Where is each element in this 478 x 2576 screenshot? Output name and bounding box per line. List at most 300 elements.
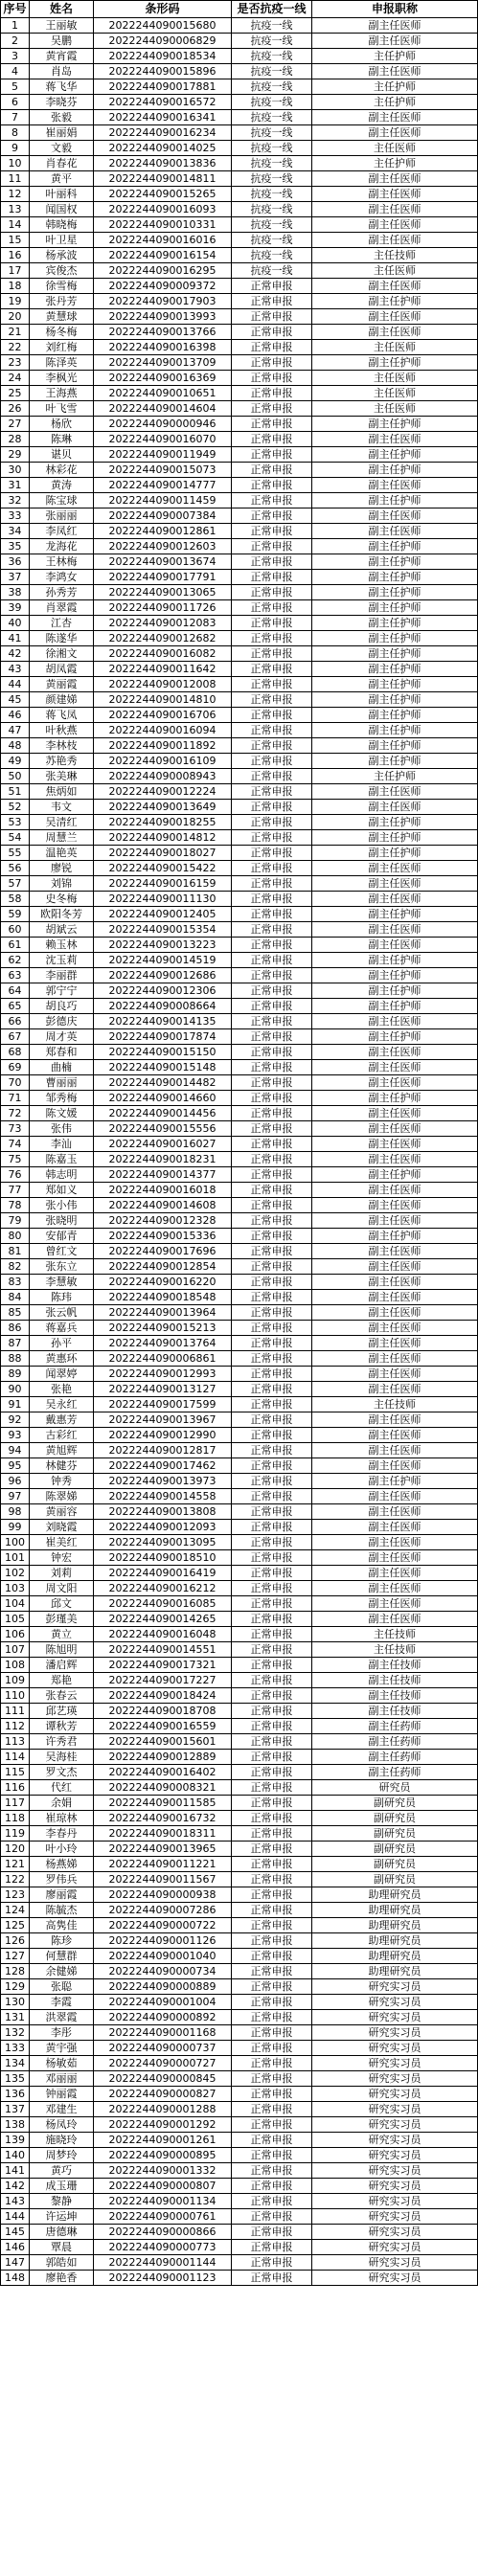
row-title: 副主任医师	[312, 1367, 478, 1382]
row-frontline: 正常申报	[232, 1734, 312, 1750]
row-frontline: 正常申报	[232, 907, 312, 922]
row-frontline: 正常申报	[232, 1903, 312, 1918]
row-frontline: 正常申报	[232, 938, 312, 953]
row-frontline: 正常申报	[232, 1167, 312, 1183]
row-title: 副主任护师	[312, 294, 478, 309]
row-name: 张云帆	[30, 1305, 94, 1321]
row-title: 主任护师	[312, 156, 478, 171]
row-index: 147	[1, 2255, 30, 2271]
table-row	[1, 125, 478, 141]
row-frontline: 正常申报	[232, 2194, 312, 2209]
row-barcode: 2022244090000892	[94, 2010, 232, 2025]
row-barcode: 2022244090013764	[94, 1336, 232, 1351]
row-frontline: 正常申报	[232, 1428, 312, 1443]
table-row	[1, 2271, 478, 2286]
table-row	[1, 1520, 478, 1535]
row-barcode: 2022244090012993	[94, 1367, 232, 1382]
row-index: 127	[1, 1949, 30, 1964]
row-name: 黎静	[30, 2194, 94, 2209]
row-frontline: 正常申报	[232, 876, 312, 892]
row-frontline: 正常申报	[232, 1826, 312, 1842]
table-row	[1, 1060, 478, 1075]
row-name: 许运坤	[30, 2209, 94, 2225]
header-barcode: 条形码	[94, 1, 232, 18]
row-barcode: 2022244090016559	[94, 1719, 232, 1734]
table-row	[1, 463, 478, 478]
row-barcode: 2022244090000722	[94, 1918, 232, 1933]
row-barcode: 2022244090001144	[94, 2255, 232, 2271]
row-title: 副主任医师	[312, 1443, 478, 1458]
row-index: 17	[1, 263, 30, 279]
row-frontline: 正常申报	[232, 1229, 312, 1244]
table-row	[1, 861, 478, 876]
row-title: 主任技师	[312, 248, 478, 263]
row-name: 胡斌云	[30, 922, 94, 938]
table-row	[1, 2225, 478, 2240]
row-index: 33	[1, 508, 30, 524]
row-frontline: 正常申报	[232, 983, 312, 999]
row-frontline: 正常申报	[232, 340, 312, 355]
row-name: 杨凤玲	[30, 2117, 94, 2133]
row-barcode: 2022244090016093	[94, 202, 232, 217]
row-title: 研究实习员	[312, 1979, 478, 1995]
row-name: 黄慧球	[30, 309, 94, 325]
table-row	[1, 1535, 478, 1550]
table-row	[1, 1918, 478, 1933]
row-name: 钟丽霞	[30, 2087, 94, 2102]
row-frontline: 正常申报	[232, 279, 312, 294]
row-barcode: 2022244090014812	[94, 830, 232, 846]
row-name: 罗文杰	[30, 1765, 94, 1780]
row-index: 49	[1, 754, 30, 769]
row-title: 副主任医师	[312, 325, 478, 340]
row-barcode: 2022244090013965	[94, 1842, 232, 1857]
row-index: 2	[1, 34, 30, 49]
row-index: 36	[1, 554, 30, 570]
row-title: 副主任医师	[312, 1428, 478, 1443]
row-barcode: 2022244090000866	[94, 2225, 232, 2240]
row-barcode: 2022244090001123	[94, 2271, 232, 2286]
row-index: 75	[1, 1152, 30, 1167]
row-name: 肖岛	[30, 64, 94, 79]
row-frontline: 正常申报	[232, 631, 312, 646]
row-frontline: 抗疫一线	[232, 217, 312, 233]
row-name: 吴永红	[30, 1397, 94, 1412]
row-name: 刘红梅	[30, 340, 94, 355]
table-row	[1, 2041, 478, 2056]
table-row	[1, 1336, 478, 1351]
table-row	[1, 1688, 478, 1704]
table-row	[1, 478, 478, 493]
row-index: 59	[1, 907, 30, 922]
table-row	[1, 95, 478, 110]
row-frontline: 正常申报	[232, 1198, 312, 1213]
row-barcode: 2022244090015213	[94, 1321, 232, 1336]
table-row	[1, 570, 478, 585]
row-index: 135	[1, 2071, 30, 2087]
row-barcode: 2022244090018311	[94, 1826, 232, 1842]
row-index: 139	[1, 2133, 30, 2148]
row-index: 26	[1, 401, 30, 417]
row-name: 胡良巧	[30, 999, 94, 1014]
row-barcode: 2022244090016094	[94, 723, 232, 738]
row-barcode: 2022244090016419	[94, 1566, 232, 1581]
row-index: 121	[1, 1857, 30, 1872]
row-frontline: 抗疫一线	[232, 95, 312, 110]
row-title: 研究实习员	[312, 2255, 478, 2271]
row-barcode: 2022244090012328	[94, 1213, 232, 1229]
table-row	[1, 1382, 478, 1397]
table-row	[1, 769, 478, 784]
row-index: 118	[1, 1811, 30, 1826]
row-index: 70	[1, 1075, 30, 1091]
row-frontline: 正常申报	[232, 1857, 312, 1872]
row-frontline: 正常申报	[232, 1581, 312, 1596]
table-row	[1, 371, 478, 386]
table-row	[1, 754, 478, 769]
table-row	[1, 600, 478, 616]
row-index: 24	[1, 371, 30, 386]
row-frontline: 抗疫一线	[232, 125, 312, 141]
row-index: 54	[1, 830, 30, 846]
row-name: 洪翠霞	[30, 2010, 94, 2025]
row-frontline: 正常申报	[232, 2148, 312, 2163]
row-title: 副主任医师	[312, 861, 478, 876]
row-name: 孙秀芳	[30, 585, 94, 600]
row-barcode: 2022244090014810	[94, 692, 232, 708]
row-name: 陈泽英	[30, 355, 94, 371]
row-barcode: 2022244090011567	[94, 1872, 232, 1887]
row-barcode: 2022244090016070	[94, 432, 232, 447]
row-index: 85	[1, 1305, 30, 1321]
table-row	[1, 1321, 478, 1336]
row-frontline: 正常申报	[232, 1045, 312, 1060]
row-barcode: 2022244090018027	[94, 846, 232, 861]
row-name: 刘晓霞	[30, 1520, 94, 1535]
row-name: 代红	[30, 1780, 94, 1796]
row-barcode: 2022244090001134	[94, 2194, 232, 2209]
row-frontline: 正常申报	[232, 2010, 312, 2025]
row-frontline: 正常申报	[232, 1152, 312, 1167]
table-row	[1, 2148, 478, 2163]
row-index: 25	[1, 386, 30, 401]
row-index: 87	[1, 1336, 30, 1351]
table-row	[1, 2071, 478, 2087]
row-name: 郑春和	[30, 1045, 94, 1060]
row-frontline: 正常申报	[232, 1612, 312, 1627]
row-index: 8	[1, 125, 30, 141]
row-name: 廖丽霞	[30, 1887, 94, 1903]
row-barcode: 2022244090015336	[94, 1229, 232, 1244]
row-barcode: 2022244090014811	[94, 171, 232, 187]
row-index: 137	[1, 2102, 30, 2117]
row-title: 主任医师	[312, 340, 478, 355]
row-title: 副主任护师	[312, 1029, 478, 1045]
row-title: 研究实习员	[312, 1995, 478, 2010]
row-index: 14	[1, 217, 30, 233]
row-index: 106	[1, 1627, 30, 1642]
row-frontline: 正常申报	[232, 1275, 312, 1290]
row-title: 研究实习员	[312, 2133, 478, 2148]
row-index: 30	[1, 463, 30, 478]
row-barcode: 2022244090015150	[94, 1045, 232, 1060]
row-name: 李春丹	[30, 1826, 94, 1842]
row-index: 67	[1, 1029, 30, 1045]
table-row	[1, 1903, 478, 1918]
row-name: 叶丽科	[30, 187, 94, 202]
row-barcode: 2022244090011949	[94, 447, 232, 463]
row-index: 28	[1, 432, 30, 447]
row-frontline: 正常申报	[232, 1075, 312, 1091]
row-title: 副主任护师	[312, 493, 478, 508]
row-index: 39	[1, 600, 30, 616]
row-name: 黄丽容	[30, 1504, 94, 1520]
row-title: 副主任护师	[312, 1229, 478, 1244]
row-name: 李凤红	[30, 524, 94, 539]
row-title: 副主任护师	[312, 983, 478, 999]
row-frontline: 正常申报	[232, 1995, 312, 2010]
row-frontline: 正常申报	[232, 1489, 312, 1504]
row-name: 黄宵霞	[30, 49, 94, 64]
row-title: 副研究员	[312, 1811, 478, 1826]
row-title: 副主任医师	[312, 1106, 478, 1121]
row-frontline: 正常申报	[232, 2209, 312, 2225]
row-title: 副主任护师	[312, 830, 478, 846]
row-index: 31	[1, 478, 30, 493]
row-barcode: 2022244090012093	[94, 1520, 232, 1535]
row-name: 张晓明	[30, 1213, 94, 1229]
row-name: 龙海花	[30, 539, 94, 554]
row-title: 研究实习员	[312, 2179, 478, 2194]
row-name: 赖玉林	[30, 938, 94, 953]
row-index: 16	[1, 248, 30, 263]
table-row	[1, 2240, 478, 2255]
row-index: 27	[1, 417, 30, 432]
row-name: 陈嘉玉	[30, 1152, 94, 1167]
row-index: 86	[1, 1321, 30, 1336]
row-title: 副主任医师	[312, 1535, 478, 1550]
row-name: 陈翠娣	[30, 1489, 94, 1504]
row-barcode: 2022244090000889	[94, 1979, 232, 1995]
row-barcode: 2022244090016220	[94, 1275, 232, 1290]
header-frontline: 是否抗疫一线	[232, 1, 312, 18]
row-barcode: 2022244090016109	[94, 754, 232, 769]
row-index: 146	[1, 2240, 30, 2255]
row-barcode: 2022244090011642	[94, 662, 232, 677]
row-frontline: 抗疫一线	[232, 233, 312, 248]
row-barcode: 2022244090012083	[94, 616, 232, 631]
row-title: 副主任医师	[312, 1321, 478, 1336]
table-row	[1, 171, 478, 187]
row-title: 助理研究员	[312, 1887, 478, 1903]
row-name: 李丽群	[30, 968, 94, 983]
row-frontline: 正常申报	[232, 1887, 312, 1903]
row-title: 副主任医师	[312, 922, 478, 938]
row-frontline: 正常申报	[232, 401, 312, 417]
row-name: 许秀君	[30, 1734, 94, 1750]
table-row	[1, 1152, 478, 1167]
row-frontline: 正常申报	[232, 646, 312, 662]
row-barcode: 2022244090015556	[94, 1121, 232, 1137]
row-name: 李霞	[30, 1995, 94, 2010]
row-barcode: 2022244090016016	[94, 233, 232, 248]
table-row	[1, 1995, 478, 2010]
row-barcode: 2022244090011892	[94, 738, 232, 754]
table-row	[1, 631, 478, 646]
table-row	[1, 1167, 478, 1183]
row-name: 黄旭辉	[30, 1443, 94, 1458]
row-barcode: 2022244090016212	[94, 1581, 232, 1596]
row-barcode: 2022244090016398	[94, 340, 232, 355]
row-barcode: 2022244090000895	[94, 2148, 232, 2163]
row-index: 13	[1, 202, 30, 217]
row-title: 助理研究员	[312, 1949, 478, 1964]
row-title: 研究实习员	[312, 2071, 478, 2087]
row-frontline: 正常申报	[232, 1596, 312, 1612]
table-row	[1, 355, 478, 371]
row-barcode: 2022244090017321	[94, 1658, 232, 1673]
row-title: 主任技师	[312, 1627, 478, 1642]
row-frontline: 正常申报	[232, 1535, 312, 1550]
row-barcode: 2022244090000938	[94, 1887, 232, 1903]
row-frontline: 正常申报	[232, 2240, 312, 2255]
row-index: 5	[1, 79, 30, 95]
row-title: 副主任护师	[312, 554, 478, 570]
row-index: 4	[1, 64, 30, 79]
row-frontline: 正常申报	[232, 600, 312, 616]
row-title: 研究员	[312, 1780, 478, 1796]
row-name: 彭瑾美	[30, 1612, 94, 1627]
row-index: 84	[1, 1290, 30, 1305]
row-name: 戴惠芳	[30, 1412, 94, 1428]
row-frontline: 正常申报	[232, 892, 312, 907]
row-name: 李林枝	[30, 738, 94, 754]
row-frontline: 正常申报	[232, 1259, 312, 1275]
row-barcode: 2022244090013766	[94, 325, 232, 340]
row-title: 助理研究员	[312, 1933, 478, 1949]
row-title: 副主任医师	[312, 64, 478, 79]
row-index: 12	[1, 187, 30, 202]
row-name: 林健芬	[30, 1458, 94, 1474]
row-frontline: 正常申报	[232, 953, 312, 968]
row-index: 115	[1, 1765, 30, 1780]
row-title: 副主任护师	[312, 662, 478, 677]
row-title: 研究实习员	[312, 2271, 478, 2286]
row-name: 张伟	[30, 1121, 94, 1137]
row-title: 主任护师	[312, 49, 478, 64]
table-row	[1, 493, 478, 508]
row-barcode: 2022244090018510	[94, 1550, 232, 1566]
table-row	[1, 49, 478, 64]
table-row	[1, 1581, 478, 1596]
row-frontline: 正常申报	[232, 968, 312, 983]
row-frontline: 正常申报	[232, 1979, 312, 1995]
table-row	[1, 309, 478, 325]
row-name: 胡凤霞	[30, 662, 94, 677]
row-barcode: 2022244090016706	[94, 708, 232, 723]
row-title: 副主任医师	[312, 309, 478, 325]
row-barcode: 2022244090013709	[94, 355, 232, 371]
row-frontline: 正常申报	[232, 1658, 312, 1673]
row-index: 23	[1, 355, 30, 371]
row-frontline: 正常申报	[232, 1719, 312, 1734]
row-index: 42	[1, 646, 30, 662]
table-row	[1, 2255, 478, 2271]
row-index: 131	[1, 2010, 30, 2025]
row-barcode: 2022244090011221	[94, 1857, 232, 1872]
row-barcode: 2022244090015896	[94, 64, 232, 79]
row-frontline: 抗疫一线	[232, 202, 312, 217]
row-frontline: 正常申报	[232, 417, 312, 432]
table-row	[1, 2209, 478, 2225]
row-frontline: 正常申报	[232, 723, 312, 738]
row-index: 56	[1, 861, 30, 876]
row-index: 107	[1, 1642, 30, 1658]
row-frontline: 正常申报	[232, 1321, 312, 1336]
row-name: 沈玉莉	[30, 953, 94, 968]
row-name: 黄平	[30, 171, 94, 187]
row-frontline: 正常申报	[232, 371, 312, 386]
row-frontline: 正常申报	[232, 1918, 312, 1933]
row-barcode: 2022244090013973	[94, 1474, 232, 1489]
row-index: 90	[1, 1382, 30, 1397]
row-index: 97	[1, 1489, 30, 1504]
row-name: 徐湘文	[30, 646, 94, 662]
row-name: 叶秋燕	[30, 723, 94, 738]
table-row	[1, 447, 478, 463]
row-name: 王丽敏	[30, 18, 94, 34]
row-title: 副主任护师	[312, 677, 478, 692]
row-index: 133	[1, 2041, 30, 2056]
row-name: 唐德琳	[30, 2225, 94, 2240]
row-frontline: 正常申报	[232, 1060, 312, 1075]
row-barcode: 2022244090001004	[94, 1995, 232, 2010]
row-title: 副主任医师	[312, 508, 478, 524]
row-name: 林彩花	[30, 463, 94, 478]
row-title: 副主任护师	[312, 846, 478, 861]
row-frontline: 正常申报	[232, 1704, 312, 1719]
row-barcode: 2022244090012854	[94, 1259, 232, 1275]
table-row	[1, 1045, 478, 1060]
row-name: 崔美红	[30, 1535, 94, 1550]
row-barcode: 2022244090017903	[94, 294, 232, 309]
table-row	[1, 1367, 478, 1382]
table-row	[1, 1933, 478, 1949]
row-frontline: 正常申报	[232, 769, 312, 784]
row-index: 100	[1, 1535, 30, 1550]
row-name: 张聪	[30, 1979, 94, 1995]
row-title: 副主任医师	[312, 110, 478, 125]
row-title: 副研究员	[312, 1826, 478, 1842]
row-name: 邱艺瑛	[30, 1704, 94, 1719]
table-row	[1, 723, 478, 738]
table-row	[1, 800, 478, 815]
row-name: 张丹芳	[30, 294, 94, 309]
row-name: 吴鹏	[30, 34, 94, 49]
table-row	[1, 2056, 478, 2071]
row-name: 邱文	[30, 1596, 94, 1612]
row-frontline: 正常申报	[232, 738, 312, 754]
row-index: 52	[1, 800, 30, 815]
row-title: 副主任医师	[312, 279, 478, 294]
row-index: 55	[1, 846, 30, 861]
table-row	[1, 18, 478, 34]
row-frontline: 正常申报	[232, 1443, 312, 1458]
row-index: 60	[1, 922, 30, 938]
row-title: 研究实习员	[312, 2041, 478, 2056]
table-row	[1, 1504, 478, 1520]
row-name: 宾俊杰	[30, 263, 94, 279]
